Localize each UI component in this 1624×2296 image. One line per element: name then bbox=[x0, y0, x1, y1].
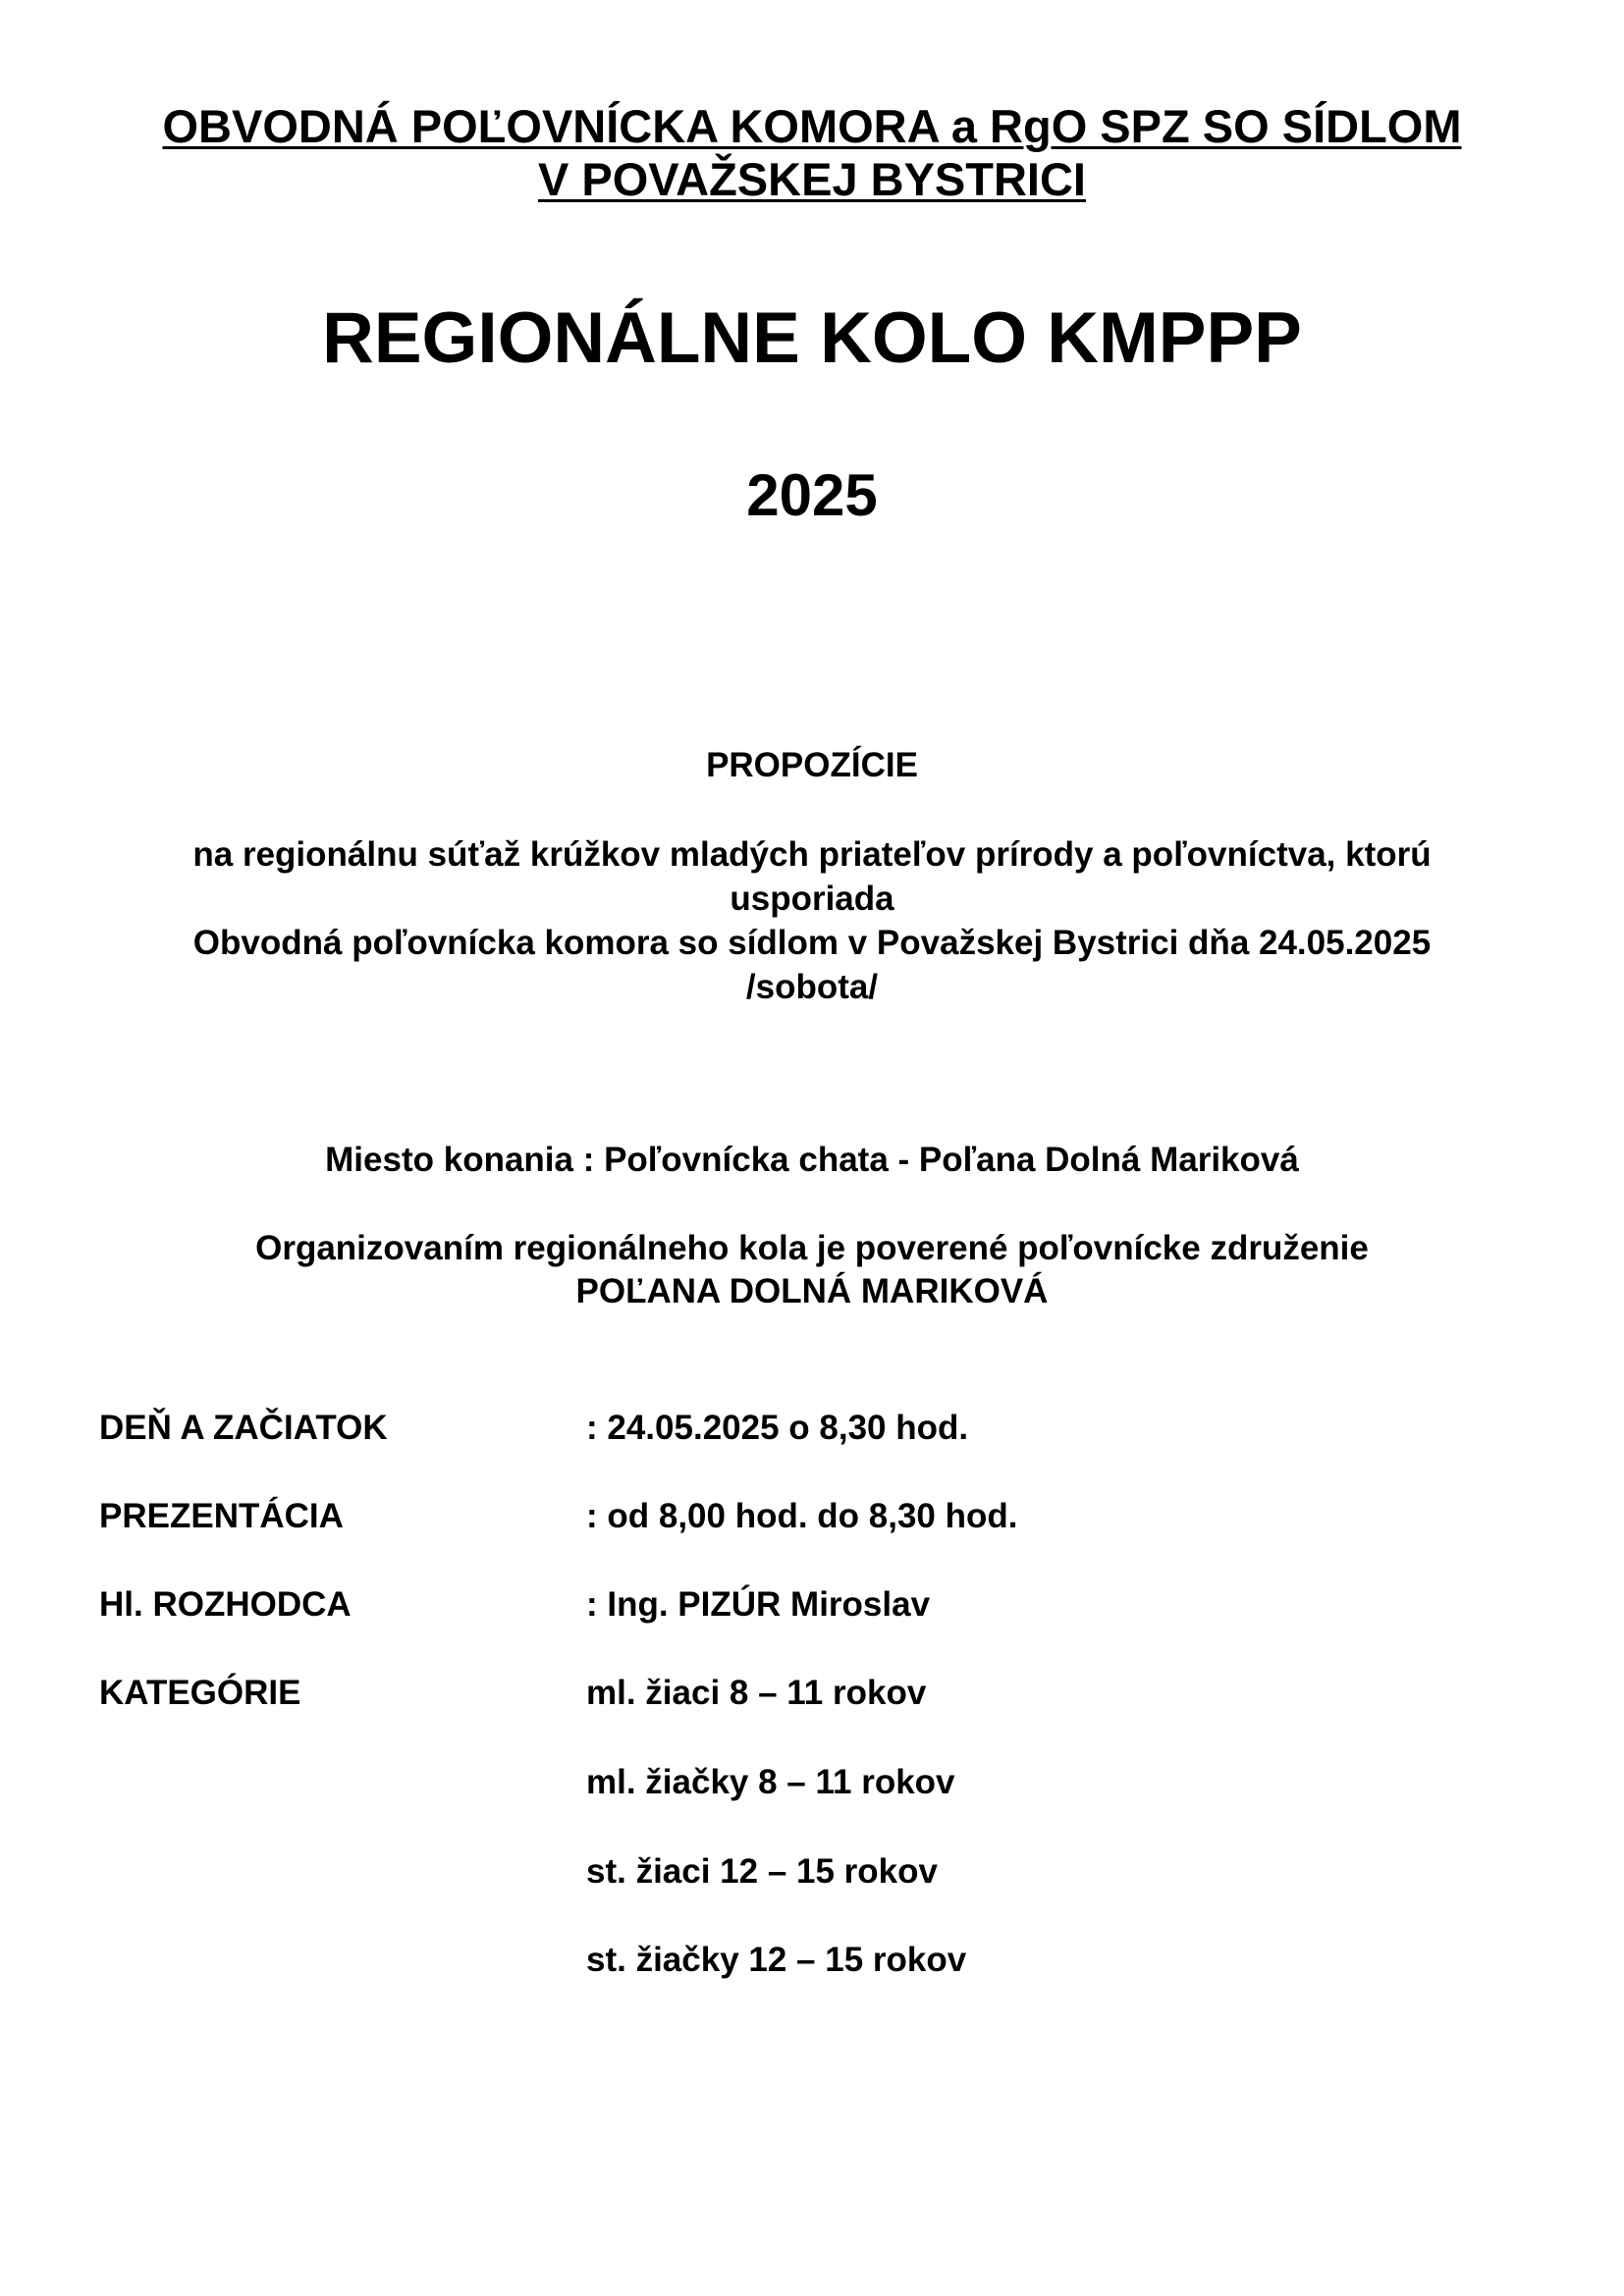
details-value: ml. žiaci 8 – 11 rokov bbox=[586, 1674, 927, 1712]
details-row bbox=[0, 1495, 1624, 1542]
details-row bbox=[0, 1583, 1624, 1630]
details-value: : od 8,00 hod. do 8,30 hod. bbox=[586, 1497, 1018, 1535]
intro-line-4: /sobota/ bbox=[745, 968, 879, 1006]
details-value: : Ing. PIZÚR Miroslav bbox=[586, 1585, 931, 1624]
document-year: 2025 bbox=[746, 462, 878, 528]
document-title: REGIONÁLNE KOLO KMPPP bbox=[322, 298, 1302, 378]
document-subtitle: PROPOZÍCIE bbox=[706, 746, 918, 784]
organization-line-1: OBVODNÁ POĽOVNÍCKA KOMORA a RgO SPZ SO SÍDLOM bbox=[162, 100, 1462, 152]
venue-line: Miesto konania : Poľovnícka chata - Poľana Dolná Mariková bbox=[325, 1141, 1299, 1179]
intro-line-3: Obvodná poľovnícka komora so sídlom v Považskej Bystrici dňa 24.05.2025 bbox=[192, 924, 1432, 962]
intro-line-1: na regionálnu súťaž krúžkov mladých priateľov prírody a poľovníctva, ktorú bbox=[192, 835, 1432, 874]
details-row bbox=[0, 1407, 1624, 1454]
details-row bbox=[0, 1850, 1624, 1897]
organizer-line-1: Organizovaním regionálneho kola je poverené poľovnícke združenie bbox=[255, 1229, 1369, 1267]
details-label: DEŇ A ZAČIATOK bbox=[99, 1409, 388, 1447]
details-value: ml. žiačky 8 – 11 rokov bbox=[586, 1763, 955, 1801]
details-row bbox=[0, 1672, 1624, 1719]
details-label: Hl. ROZHODCA bbox=[99, 1585, 352, 1624]
intro-line-2: usporiada bbox=[730, 880, 894, 918]
organization-line-2: V POVAŽSKEJ BYSTRICI bbox=[537, 153, 1086, 205]
details-label: PREZENTÁCIA bbox=[99, 1497, 344, 1535]
details-row bbox=[0, 1761, 1624, 1808]
details-value: st. žiaci 12 – 15 rokov bbox=[586, 1852, 938, 1891]
details-value: : 24.05.2025 o 8,30 hod. bbox=[586, 1409, 969, 1447]
details-value: st. žiačky 12 – 15 rokov bbox=[586, 1941, 967, 1979]
details-row bbox=[0, 1939, 1624, 1986]
details-label: KATEGÓRIE bbox=[99, 1674, 301, 1712]
organizer-line-2: POĽANA DOLNÁ MARIKOVÁ bbox=[575, 1272, 1049, 1310]
